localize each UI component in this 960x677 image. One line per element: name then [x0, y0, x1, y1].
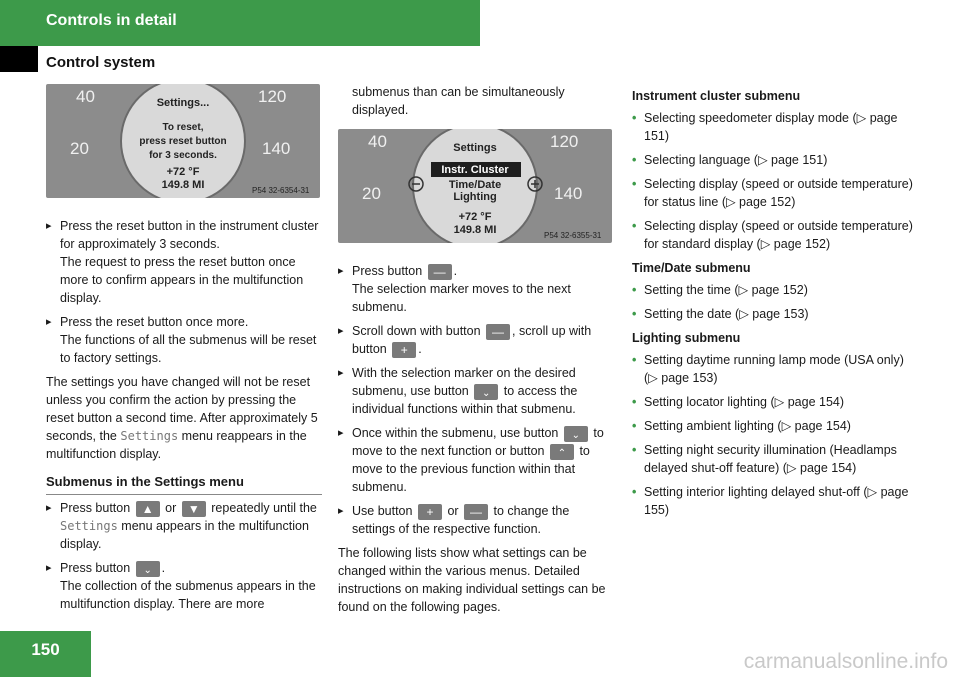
- figure-code: P54 32-6355-31: [544, 231, 602, 240]
- step-text: Once within the submenu, use button: [352, 426, 559, 440]
- scroll-up-button-icon: ▲: [136, 501, 160, 517]
- submenu-heading: Lighting submenu: [632, 331, 741, 345]
- list-item: • Setting locator lighting (▷ page 154): [632, 393, 918, 411]
- step-item: ▸ Scroll down with button — , scroll up with button + .: [338, 322, 614, 358]
- minus-button-icon: —: [486, 324, 510, 340]
- list-item: • Setting the time (▷ page 152): [632, 281, 918, 299]
- note-text: menu reappears in the multifunction display.: [46, 429, 307, 461]
- tick-label: 120: [258, 87, 287, 106]
- watermark: carmanualsonline.info: [743, 650, 948, 673]
- step-item: [46, 313, 322, 367]
- tick-label: 20: [70, 139, 89, 158]
- tick-label: 40: [368, 132, 387, 151]
- display-illustration-reset: [46, 84, 320, 198]
- display-line: +72 °F: [166, 166, 200, 178]
- step-result: The request to press the reset button once more to confirm appears in the multifunction display.: [60, 255, 304, 305]
- list-item: • Setting ambient lighting (▷ page 154): [632, 417, 918, 435]
- display-line: Settings: [453, 142, 497, 154]
- summary-paragraph: The following lists show what settings can be changed within the various menus. Detailed instructions on making individual settings can be found on the following pages.: [338, 546, 606, 614]
- column-1: [46, 84, 322, 619]
- list-item: • Selecting language (▷ page 151): [632, 151, 918, 169]
- step-item: [46, 217, 322, 307]
- display-term: Settings: [120, 429, 179, 443]
- step-item: ▸ Press button ⌄ . The collection of the submenus appears in the multifunction display. There are more: [46, 559, 322, 613]
- display-line: Settings...: [156, 97, 210, 109]
- display-term: Settings: [60, 519, 118, 533]
- tick-label: 120: [550, 132, 579, 151]
- step-result: The collection of the submenus appears in the multifunction display. There are more: [60, 579, 316, 611]
- step-text: Press button: [352, 264, 423, 278]
- subsection-heading: Submenus in the Settings menu: [46, 473, 322, 495]
- step-text: or: [165, 501, 177, 515]
- list-item: • Setting night security illumination (Headlamps delayed shut-off feature) (▷ page 154): [632, 441, 918, 477]
- continued-text: submenus than can be simultaneously displayed.: [352, 85, 565, 117]
- list-item: • Setting the date (▷ page 153): [632, 305, 918, 323]
- note-text: The settings you have changed will not be reset unless you confirm the action by pressing the reset button a second time. After approximately 5 seconds, the: [46, 375, 318, 443]
- list-item: • Setting daytime running lamp mode (USA only) (▷ page 153): [632, 351, 918, 387]
- tick-label: 40: [76, 87, 95, 106]
- enter-button-icon: ⌄: [474, 384, 498, 400]
- display-line: press reset button: [139, 136, 227, 147]
- scroll-down-button-icon: ▼: [182, 501, 206, 517]
- section-title: Control system: [46, 54, 156, 71]
- list-item: • Selecting speedometer display mode (▷ page 151): [632, 109, 918, 145]
- note-paragraph: [46, 373, 322, 463]
- step-item: ▸ Press button — . The selection marker moves to the next submenu.: [338, 262, 614, 316]
- step-text: repeatedly until the: [211, 501, 317, 515]
- step-text: Use button: [352, 504, 413, 518]
- display-line: 149.8 MI: [161, 179, 205, 191]
- step-text: to move to the previous function within that submenu.: [352, 444, 590, 494]
- step-item: [338, 424, 614, 496]
- step-result: The functions of all the submenus will be reset to factory settings.: [60, 333, 317, 365]
- step-text: ▸ Press the reset button in the instrument cluster for approximately 3 seconds.: [60, 219, 319, 251]
- step-text: to move to the next function or button: [352, 426, 604, 458]
- step-text: to change the settings of the respective function.: [352, 504, 570, 536]
- column-2: [338, 83, 614, 616]
- step-text: or: [447, 504, 459, 518]
- figure-code: P54 32-6354-31: [252, 186, 310, 195]
- step-text: menu appears in the multifunction display.: [60, 519, 309, 551]
- column-3: [632, 83, 918, 525]
- page-header-title: Controls in detail: [46, 12, 177, 29]
- display-line: To reset,: [162, 122, 204, 133]
- tick-label: 140: [554, 184, 583, 203]
- next-button-icon: ⌄: [564, 426, 588, 442]
- display-line-selected: Instr. Cluster: [441, 164, 509, 176]
- step-text: Scroll down with button: [352, 324, 481, 338]
- enter-button-icon: ⌄: [136, 561, 160, 577]
- step-item: [338, 364, 614, 418]
- submenu-heading: Time/Date submenu: [632, 261, 751, 275]
- plus-button-icon: +: [418, 504, 442, 520]
- list-item: • Selecting display (speed or outside temperature) for standard display (▷ page 152): [632, 217, 918, 253]
- step-item: [338, 502, 614, 538]
- display-line: for 3 seconds.: [149, 150, 217, 161]
- step-text: Press button: [60, 561, 131, 575]
- submenu-heading: Instrument cluster submenu: [632, 89, 801, 103]
- step-result: The selection marker moves to the next submenu.: [352, 282, 571, 314]
- previous-button-icon: ⌃: [550, 444, 574, 460]
- list-item: • Selecting display (speed or outside temperature) for status line (▷ page 152): [632, 175, 918, 211]
- display-line: +72 °F: [458, 211, 492, 223]
- display-illustration-settings: [338, 129, 612, 243]
- step-item: [46, 499, 322, 553]
- step-text: , scroll up with button: [352, 324, 592, 356]
- step-text: ▸ Press the reset button once more.: [60, 315, 249, 329]
- step-text: to access the individual functions within that submenu.: [352, 384, 578, 416]
- tick-label: 140: [262, 139, 291, 158]
- step-text: Press button: [60, 501, 131, 515]
- page-number: 150: [31, 640, 60, 659]
- side-tab-marker: [0, 46, 38, 72]
- minus-button-icon: —: [464, 504, 488, 520]
- tick-label: 20: [362, 184, 381, 203]
- step-text: With the selection marker on the desired submenu, use button: [352, 366, 576, 398]
- display-line: 149.8 MI: [453, 224, 497, 236]
- minus-button-icon: —: [428, 264, 452, 280]
- display-line: Lighting: [453, 191, 497, 203]
- display-line: Time/Date: [448, 179, 502, 191]
- list-item: • Setting interior lighting delayed shut-off (▷ page 155): [632, 483, 918, 519]
- plus-button-icon: +: [392, 342, 416, 358]
